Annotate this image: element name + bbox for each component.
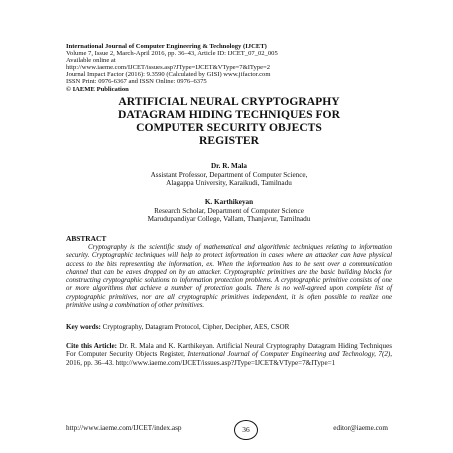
impact-factor: Journal Impact Factor (2016): 9.3590 (Calculated by GISI) www.jifactor.com bbox=[66, 71, 271, 79]
abstract-heading: ABSTRACT bbox=[66, 234, 107, 243]
available-online: Available online at bbox=[66, 57, 116, 65]
cite-tail: 2016, pp. 36–43. bbox=[66, 358, 114, 367]
issn-info: ISSN Print: 0976-6367 and ISSN Online: 0976–6375 bbox=[66, 78, 207, 86]
paper-title bbox=[66, 95, 392, 147]
cite-url-link[interactable]: http://www.iaeme.com/IJCET/issues.asp?JType=IJCET&VType=7&IType=1 bbox=[115, 358, 336, 367]
author-position: Research Scholar, Department of Computer Science bbox=[154, 206, 304, 215]
volume-info: Volume 7, Issue 2, March-April 2016, pp. 36–43, Article ID: IJCET_07_02_005 bbox=[66, 50, 278, 58]
title-line: ARTIFICIAL NEURAL CRYPTOGRAPHY bbox=[118, 95, 340, 108]
author-name: Dr. R. Mala bbox=[210, 162, 248, 170]
page-number: 36 bbox=[234, 420, 258, 440]
title-line: DATAGRAM HIDING TECHNIQUES FOR bbox=[118, 108, 340, 121]
footer-email-link[interactable]: editor@iaeme.com bbox=[333, 424, 388, 432]
cite-journal: International Journal of Computer Engineering and Technology, 7(2), bbox=[187, 350, 393, 359]
author-name: K. Karthikeyan bbox=[204, 198, 254, 206]
journal-name: International Journal of Computer Engineering & Technology (IJCET) bbox=[66, 43, 267, 50]
author-affiliation: Alagappa University, Karaikudi, Tamilnadu bbox=[166, 179, 292, 188]
cite-label: Cite this Article: bbox=[66, 342, 117, 350]
title-line: REGISTER bbox=[199, 134, 259, 147]
author-position: Assistant Professor, Department of Computer Science, bbox=[150, 170, 308, 179]
page-footer bbox=[66, 420, 392, 440]
author-block-2 bbox=[66, 198, 392, 224]
keywords bbox=[66, 323, 392, 331]
cite-text: Dr. R. Mala and K. Karthikeyan. Artificial Neural Cryptography Datagram Hiding Techniques For Computer Security Objects Register, bbox=[66, 342, 393, 359]
article-issue-link[interactable]: http://www.iaeme.com/IJCET/issues.asp?JType=IJCET&VType=7&IType=2 bbox=[66, 64, 271, 72]
title-line: COMPUTER SECURITY OBJECTS bbox=[136, 121, 322, 134]
citation bbox=[66, 342, 392, 367]
keywords-label: Key words: bbox=[66, 323, 101, 331]
author-block-1 bbox=[66, 162, 392, 188]
author-affiliation: Marudupandiyar College, Vallam, Thanjavur, Tamilnadu bbox=[147, 215, 311, 224]
abstract-body: Cryptography is the scientific study of mathematical and algorithmic techniques relating to information security. Cryptographic techniques will help to protect information in cases where an attacker can have physical access to the bits representing the information, ex. When the information has to be sent over a communication channel that can be eaves dropped on by an attacker. Cryptographic primitives are the basic building blocks for constructing cryptographic solutions to information protection problems. A cryptographic primitive consists of one or more algorithms that achieve a number of protection goals. There is no well-agreed upon complete list of cryptographic primitives, nor are all cryptographic primitives independent, it is often possible to realize one primitive using a combination of other primitives. bbox=[66, 243, 392, 309]
journal-header bbox=[66, 43, 396, 93]
keywords-text: Cryptography, Datagram Protocol, Cipher, Decipher, AES, CSOR bbox=[102, 323, 290, 331]
publisher: © IAEME Publication bbox=[66, 85, 129, 93]
footer-journal-link[interactable]: http://www.iaeme.com/IJCET/index.asp bbox=[66, 424, 182, 432]
